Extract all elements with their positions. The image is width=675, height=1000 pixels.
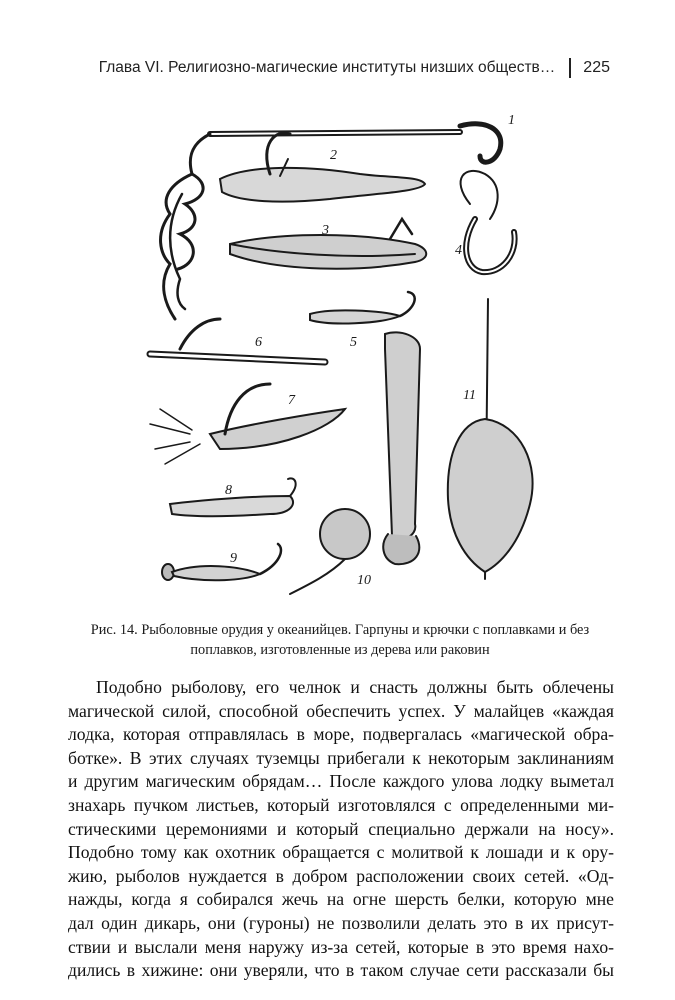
figure-label-4: 4 [455,243,462,258]
text-line: Подобно тому как охотник обращается с молитвой к лошади и к ору- [68,842,614,863]
text-line: магической силой, способной обеспечить успех. У малайцев «каждая [68,700,614,721]
tool-8-curved-hook [170,478,296,516]
header-divider [569,58,571,78]
text-line: знахарь пучком листьев, который изготовлялся с определенными ми- [68,794,614,815]
text-line: дились в хижине: они уверяли, что в таком случае сети рассказали бы [68,960,614,981]
text-line: и другим магическим обрядам… После каждого улова лодку выметал [68,771,614,792]
caption-line: поплавков, изготовленные из дерева или раковин [190,642,490,658]
tool-2-wooden-hook [220,133,425,202]
page-number: 225 [583,59,610,76]
figure-label-2: 2 [330,148,337,163]
tool-7-frond-lure [150,384,345,464]
figure-label-1: 1 [508,113,515,128]
figure-label-5: 5 [350,335,357,350]
text-line: нажды, когда я собирался жечь на огне шерсть белки, которую мне [68,889,614,910]
running-header [0,58,610,78]
figure-caption [60,620,620,660]
text-line: Подобно рыболову, его челнок и снасть должны быть облечены [96,677,614,697]
figure-label-8: 8 [225,483,232,498]
text-line: жию, рыболов нуждается в добром расположении своих сетей. «Од- [68,865,614,886]
body-paragraph [68,676,614,983]
text-line: лодка, которая отправлялась в море, подвергалась «магической обра- [68,724,614,745]
text-line: дал один дикарь, они (гуроны) не позволили делать это в их присут- [68,912,614,933]
caption-line: Рис. 14. Рыболовные орудия у океанийцев. Гарпуны и крючки с поплавками и без [90,622,590,638]
fishing-tools-illustration [130,104,550,609]
tool-11-float-spear [448,299,533,579]
text-line: стическими церемониями и который специально держали на носу». [68,818,614,839]
tool-4-shell-hook [461,171,515,272]
text-line: ботке». В этих случаях туземцы прибегали к некоторым заклинаниям [68,747,614,768]
tool-9-knobbed-hook [162,544,281,580]
running-title: Глава VI. Религиозно-магические институты низших обществ… [98,59,556,76]
figure-label-3: 3 [322,223,329,238]
figure-label-7: 7 [288,393,295,408]
figure-label-11: 11 [463,388,476,403]
tool-10-coil-club [290,332,420,594]
figure-label-9: 9 [230,551,237,566]
text-line: ствии и выслали меня наружу из-за сетей, которые в это время нахо- [68,936,614,957]
figure-label-10: 10 [357,573,371,588]
tool-5-small-lure [310,292,415,323]
tool-6-hooked-shaft [150,319,325,362]
illustration-svg [130,104,550,609]
figure-label-6: 6 [255,335,262,350]
